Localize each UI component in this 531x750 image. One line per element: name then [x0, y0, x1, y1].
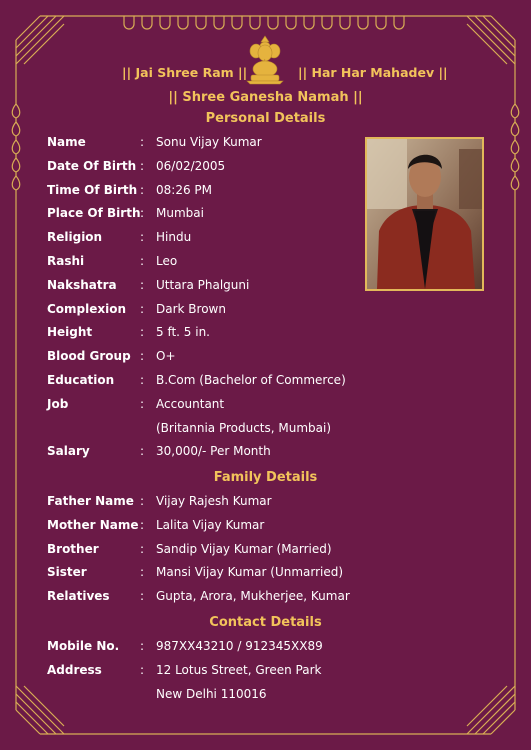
- field-separator: :: [140, 158, 145, 173]
- field-label: Time Of Birth: [47, 182, 138, 197]
- field-separator: :: [140, 349, 145, 364]
- field-value: B.Com (Bachelor of Commerce): [156, 373, 346, 387]
- field-value: 12 Lotus Street, Green Park: [156, 662, 322, 677]
- field-label: Date Of Birth: [47, 158, 137, 173]
- field-separator: :: [140, 589, 145, 604]
- field-label: Rashi: [47, 254, 85, 268]
- section-title-personal: Personal Details: [205, 111, 326, 126]
- field-label: Address: [47, 662, 102, 677]
- field-separator: :: [140, 396, 145, 411]
- field-value: (Britannia Products, Mumbai): [156, 420, 332, 435]
- field-separator: :: [140, 639, 145, 653]
- field-value: 06/02/2005: [156, 158, 226, 173]
- mantra-har-har-mahadev: || Har Har Mahadev ||: [298, 65, 448, 80]
- field-separator: :: [140, 206, 145, 221]
- section-title-contact: Contact Details: [209, 615, 322, 630]
- field-value: 987XX43210 / 912345XX89: [156, 639, 323, 653]
- field-value: Lalita Vijay Kumar: [156, 517, 265, 532]
- field-label: Relatives: [47, 589, 110, 604]
- field-label: Education: [47, 373, 115, 387]
- field-value: Accountant: [156, 396, 225, 411]
- field-value: 5 ft. 5 in.: [156, 325, 210, 340]
- field-separator: :: [140, 541, 145, 556]
- field-label: Sister: [47, 565, 87, 580]
- field-value: Gupta, Arora, Mukherjee, Kumar: [156, 589, 350, 604]
- field-label: Salary: [47, 444, 90, 459]
- field-separator: :: [140, 182, 145, 197]
- field-separator: :: [140, 230, 145, 245]
- field-separator: :: [140, 444, 145, 459]
- field-value: Sonu Vijay Kumar: [156, 135, 262, 149]
- field-separator: :: [140, 254, 145, 268]
- field-separator: :: [140, 135, 145, 149]
- field-label: Blood Group: [47, 349, 131, 364]
- field-value: Leo: [156, 254, 178, 268]
- field-separator: :: [140, 325, 145, 340]
- field-label: Brother: [47, 541, 99, 556]
- field-label: Nakshatra: [47, 277, 117, 292]
- field-value: Dark Brown: [156, 301, 226, 316]
- profile-photo: [365, 137, 484, 291]
- field-separator: :: [140, 565, 145, 580]
- field-value: Sandip Vijay Kumar (Married): [156, 541, 332, 556]
- field-separator: :: [140, 301, 145, 316]
- field-label: Religion: [47, 230, 103, 245]
- field-label: Job: [47, 396, 69, 411]
- field-value: Mansi Vijay Kumar (Unmarried): [156, 565, 344, 580]
- field-value: New Delhi 110016: [156, 686, 267, 701]
- field-separator: :: [140, 662, 145, 677]
- field-label: Place Of Birth: [47, 206, 141, 221]
- field-value: Hindu: [156, 230, 192, 245]
- field-separator: :: [140, 494, 145, 508]
- field-separator: :: [140, 373, 145, 387]
- top-scallop-row: [124, 16, 404, 29]
- field-label: Mobile No.: [47, 639, 120, 653]
- section-title-family: Family Details: [213, 470, 318, 485]
- field-label: Height: [47, 325, 93, 340]
- field-value: 30,000/- Per Month: [156, 444, 271, 459]
- field-value: Vijay Rajesh Kumar: [156, 494, 272, 508]
- field-separator: :: [140, 277, 145, 292]
- mantra-jai-shree-ram: || Jai Shree Ram ||: [122, 65, 248, 80]
- field-label: Complexion: [47, 301, 127, 316]
- field-value: Uttara Phalguni: [156, 277, 250, 292]
- field-value: O+: [156, 349, 176, 364]
- field-label: Name: [47, 135, 86, 149]
- field-label: Father Name: [47, 494, 134, 508]
- field-separator: :: [140, 517, 145, 532]
- mantra-shree-ganesha: || Shree Ganesha Namah ||: [168, 90, 363, 105]
- field-value: 08:26 PM: [156, 182, 212, 197]
- field-label: Mother Name: [47, 517, 139, 532]
- field-value: Mumbai: [156, 206, 204, 221]
- ganesha-icon: [243, 35, 287, 85]
